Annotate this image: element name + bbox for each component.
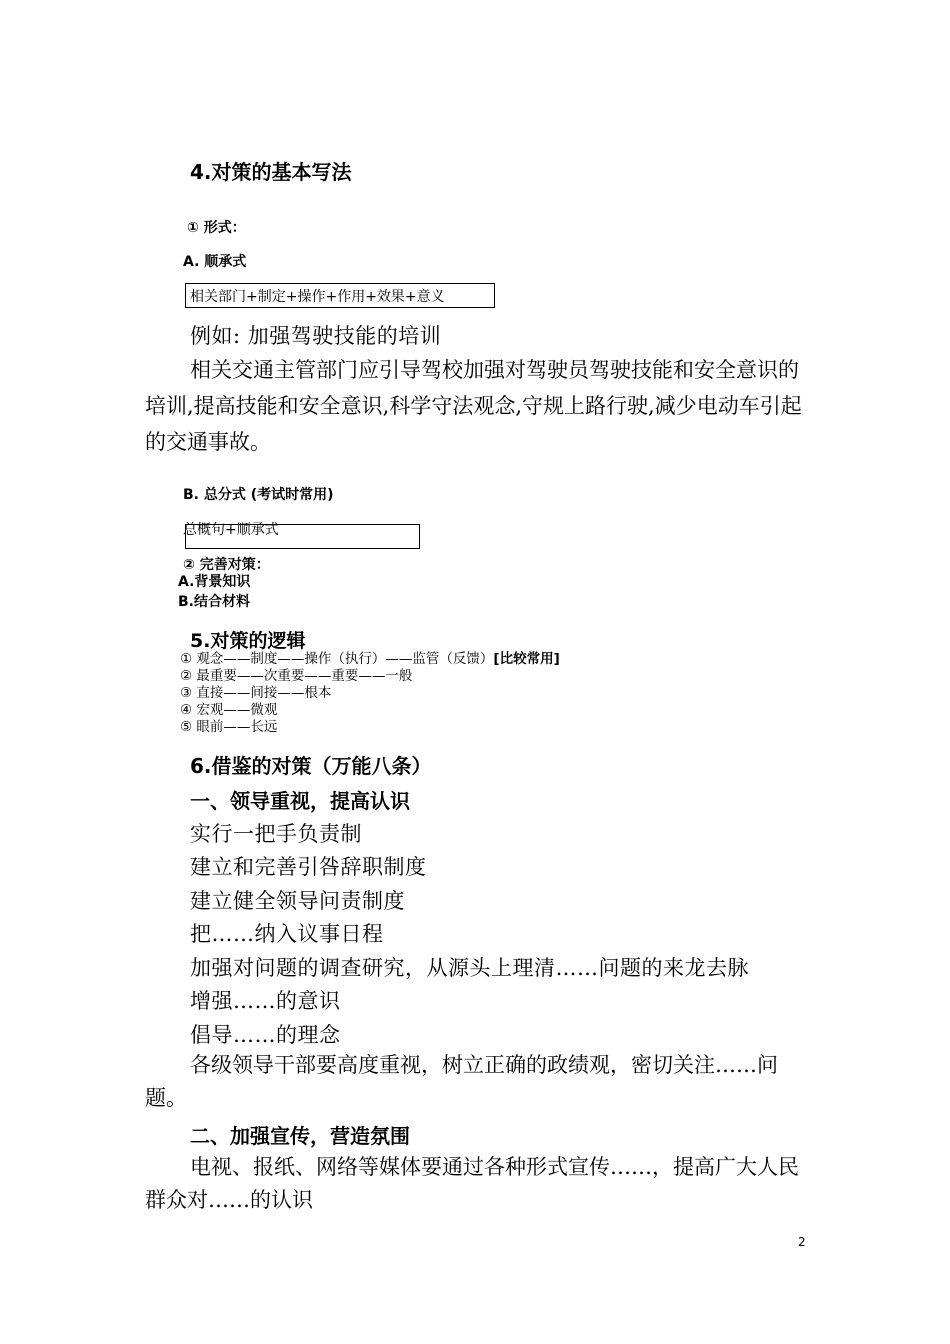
page-number: 2 xyxy=(798,1235,806,1249)
logic-item-text: ① 观念——制度——操作（执行）——监管（反馈） xyxy=(180,651,494,667)
measure-line: 倡导……的理念 xyxy=(190,1023,341,1047)
b-heading: B. 总分式 (考试时常用) xyxy=(183,487,334,503)
b-formula-text: 总概句+顺承式 xyxy=(183,522,279,538)
logic-item-note: [比较常用] xyxy=(493,651,560,667)
logic-item: ④ 宏观——微观 xyxy=(180,702,278,718)
example-label: 例如: 加强驾驶技能的培训 xyxy=(190,324,442,348)
publicity-paragraph: 电视、报纸、网络等媒体要通过各种形式宣传……，提高广大人民群众对……的认识 xyxy=(145,1155,799,1212)
a-heading: A. 顺承式 xyxy=(183,254,247,270)
logic-item xyxy=(180,651,560,668)
logic-item: ⑤ 眼前——长远 xyxy=(180,719,278,735)
measure-line: 建立和完善引咎辞职制度 xyxy=(190,855,427,879)
a-formula-box xyxy=(185,283,495,308)
leadership-paragraph: 各级领导干部要高度重视，树立正确的政绩观，密切关注……问题。 xyxy=(145,1053,778,1110)
logic-item: ② 最重要——次重要——重要——一般 xyxy=(180,668,413,684)
measure-line: 加强对问题的调查研究，从源头上理清……问题的来龙去脉 xyxy=(190,956,749,980)
subheading-2: 二、加强宣传，营造氛围 xyxy=(190,1124,410,1148)
measure-line: 把……纳入议事日程 xyxy=(190,922,384,946)
perfect-heading: ② 完善对策： xyxy=(183,557,270,573)
perfect-item: A.背景知识 xyxy=(178,574,251,590)
subheading-1: 一、领导重视，提高认识 xyxy=(190,789,410,813)
logic-item: ③ 直接——间接——根本 xyxy=(180,685,332,701)
section6-title: 6.借鉴的对策（万能八条） xyxy=(190,754,432,778)
measure-line: 建立健全领导问责制度 xyxy=(190,889,405,913)
section4-title: 4.对策的基本写法 xyxy=(190,160,352,184)
perfect-item: B.结合材料 xyxy=(178,594,250,610)
measure-line: 增强……的意识 xyxy=(190,989,341,1013)
measure-line: 实行一把手负责制 xyxy=(190,822,362,846)
section5-title: 5.对策的逻辑 xyxy=(190,630,306,652)
a-formula-text: 相关部门+制定+操作+作用+效果+意义 xyxy=(190,289,445,305)
form-heading: ① 形式： xyxy=(187,220,246,236)
example-body: 相关交通主管部门应引导驾校加强对驾驶员驾驶技能和安全意识的培训,提高技能和安全意识,科学守法观念,守规上路行驶,减少电动车引起的交通事故。 xyxy=(145,358,802,454)
